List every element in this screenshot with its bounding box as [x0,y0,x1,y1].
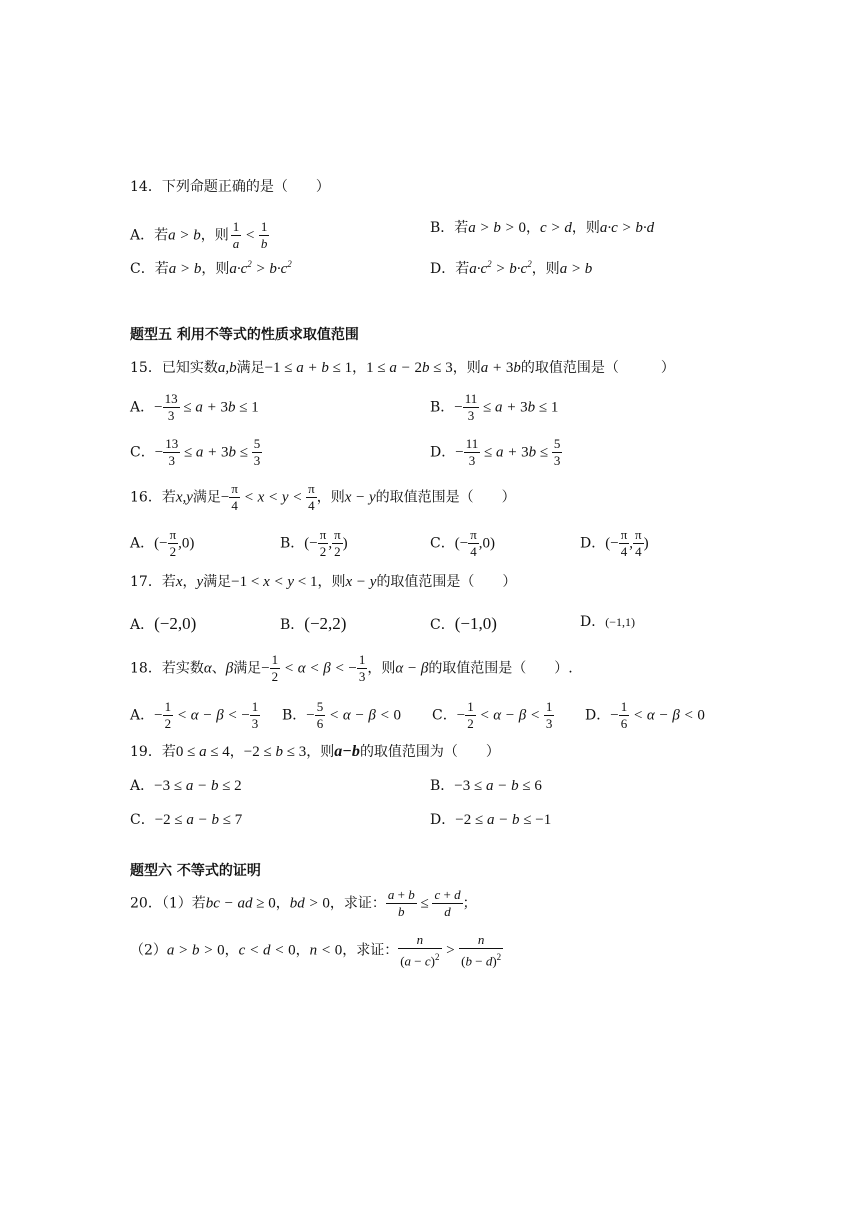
q16-option-c: C．(− $\frac{\pi}{4}$ ,0) [430,527,496,559]
q20-part1: 20．（1）若bc − ad ≥ 0，bd > 0，求证： $\frac{a + b}{b}$ ≤ $\frac{c + d}{d}$ ； [130,887,477,919]
q15-option-b: B．− $\frac{11}{3}$ ≤ a + 3b ≤ 1 [430,391,559,423]
q14-option-b: B．若a > b > 0，c > d，则a·c > b·d [430,220,655,236]
q14-option-c: C．若a > b，则$a\cdot c^2 > b\cdot c^2$ [130,259,292,277]
q16-option-a: A．(− $\frac{\pi}{2}$ ,0) [130,527,195,559]
q15-option-c: C．− $\frac{13}{3}$ ≤ a + 3b ≤ $\frac{5}{3}$ [130,436,261,468]
q19-stem: 19．若0 ≤ a ≤ 4，−2 ≤ b ≤ 3，则a−b的取值范围为（ ） [130,743,500,760]
section-heading-5: 题型五 利用不等式的性质求取值范围 [130,327,359,343]
q19-option-c: C．−2 ≤ a − b ≤ 7 [130,812,243,828]
q18-option-b: B．− $\frac{5}{6}$ < α − β < 0 [282,699,401,731]
q19-option-b: B．−3 ≤ a − b ≤ 6 [430,778,542,794]
q18-option-c: C．− $\frac{1}{2}$ < α − β < $\frac{1}{3}$ [432,699,553,731]
q20-part2: （2）a > b > 0，c < d < 0，n < 0，求证： $\frac{n}{(a - c)^2}$ > $\frac{n}{(b - d)^2}$ [130,932,502,969]
q17-option-a: A．(−2,0) [130,614,197,633]
q18-stem: 18．若实数α、β满足− $\frac{1}{2}$ < α < β < − $\frac{1}{3}$ ，则α − β的取值范围是（ ）. [130,652,573,684]
q18-option-d: D．− $\frac{1}{6}$ < α − β < 0 [585,699,705,731]
q16-option-b: B．(− $\frac{\pi}{2}$ , $\frac{\pi}{2}$ ) [280,527,348,559]
q17-stem: 17．若x，y满足−1 < x < y < 1，则x − y的取值范围是（ ） [130,574,517,590]
q15-option-a: A．− $\frac{13}{3}$ ≤ a + 3b ≤ 1 [130,391,259,423]
q14-option-a: A．若a > b，则 $\frac{1}{a}$ < $\frac{1}{b}$ [130,219,268,251]
q17-option-d: D．(−1,1) [580,614,635,630]
q17-option-c: C．(−1,0) [430,614,497,633]
q14-option-d: D．若$a\cdot c^2 > b\cdot c^2$，则a > b [430,259,593,277]
q19-option-d: D．−2 ≤ a − b ≤ −1 [430,812,552,828]
q18-option-a: A．− $\frac{1}{2}$ < α − β < − $\frac{1}{3}$ [130,699,259,731]
q16-option-d: D．(− $\frac{\pi}{4}$ , $\frac{\pi}{4}$ ) [580,527,649,559]
q15-stem: 15．已知实数a,b满足−1 ≤ a + b ≤ 1，1 ≤ a − 2b ≤ 3，则a + 3b的取值范围是（ ） [130,360,675,376]
q15-option-d: D．− $\frac{11}{3}$ ≤ a + 3b ≤ $\frac{5}{3}$ [430,436,561,468]
q16-stem: 16．若x,y满足− $\frac{\pi}{4}$ < x < y < $\frac{\pi}{4}$ ，则x − y的取值范围是（ ） [130,481,516,513]
q19-option-a: A．−3 ≤ a − b ≤ 2 [130,778,242,794]
q17-option-b: B．(−2,2) [280,614,347,633]
section-heading-6: 题型六 不等式的证明 [130,863,261,879]
q14-stem: 14．下列命题正确的是（ ） [130,179,330,195]
